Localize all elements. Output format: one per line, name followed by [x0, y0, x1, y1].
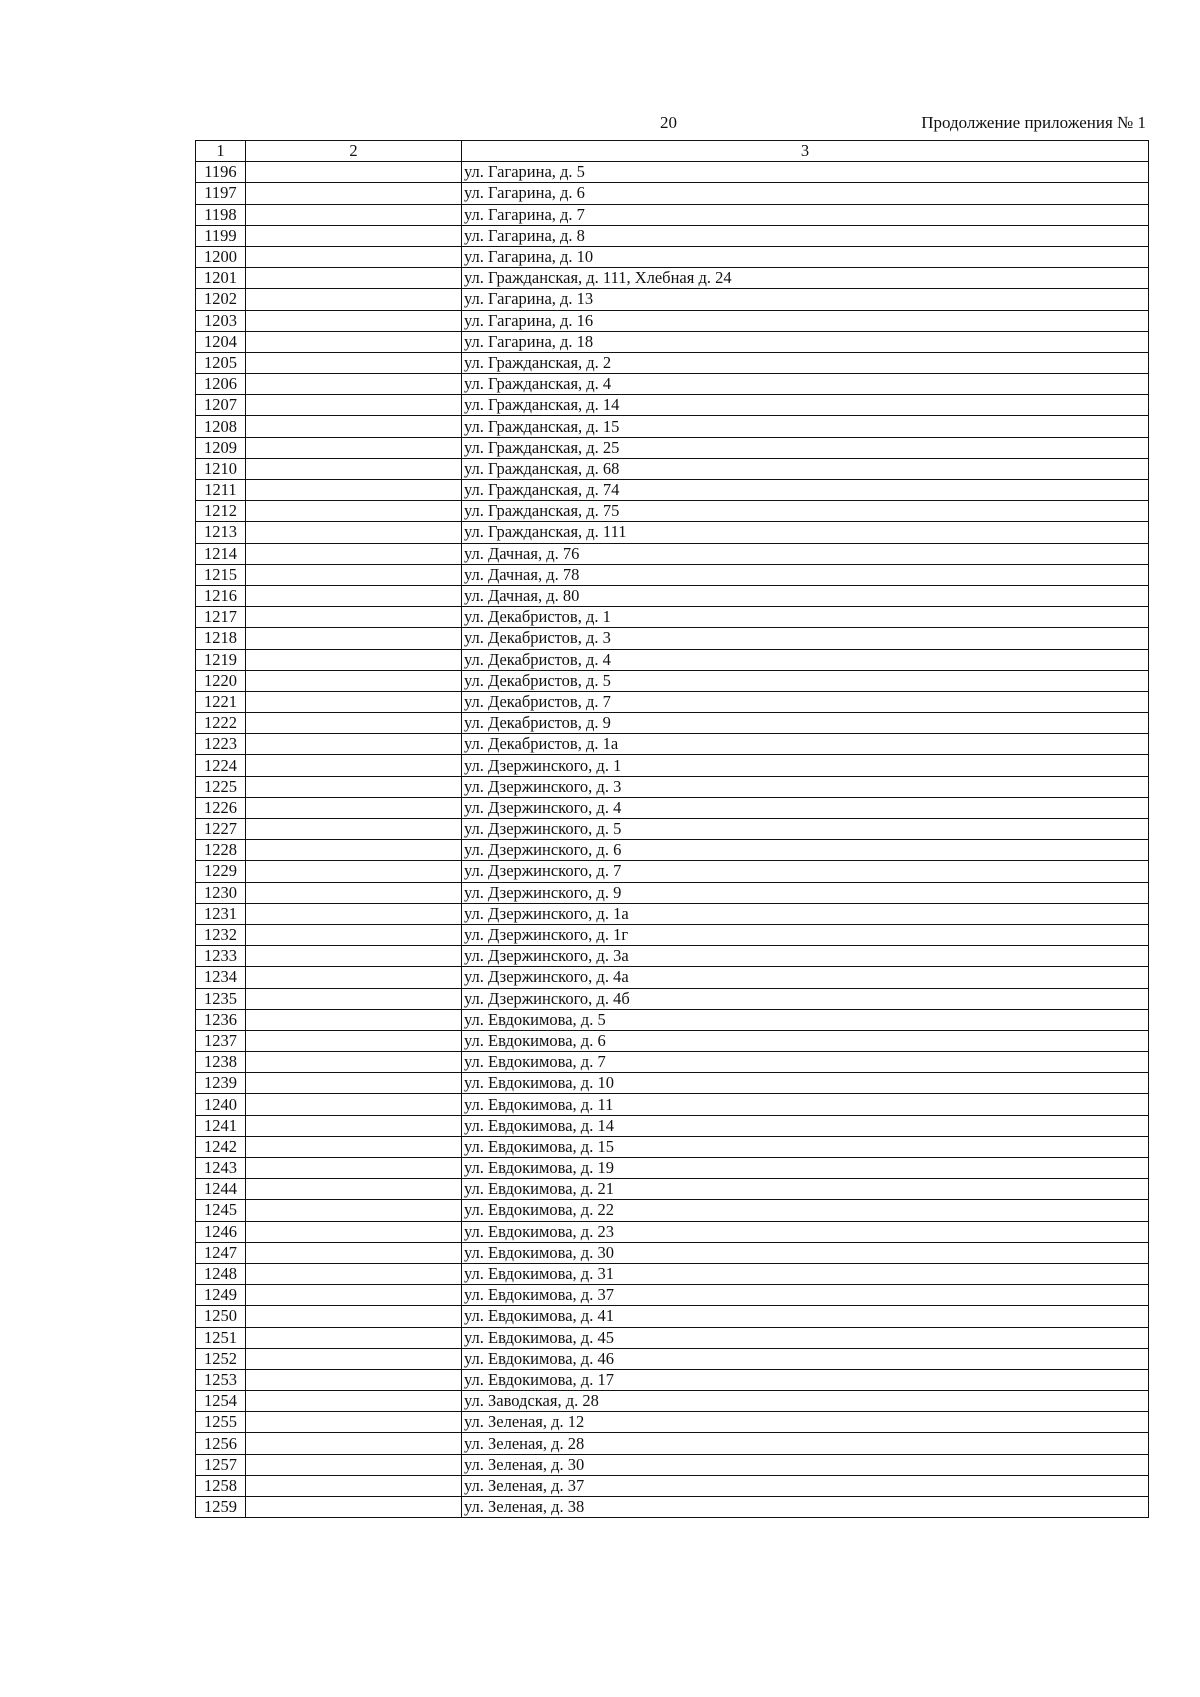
- row-number-cell: 1237: [196, 1030, 246, 1051]
- table-row: [196, 331, 1149, 352]
- table-row: [196, 162, 1149, 183]
- address-cell: ул. Евдокимова, д. 22: [462, 1200, 1149, 1221]
- column-2-cell: [246, 1327, 462, 1348]
- column-2-cell: [246, 1433, 462, 1454]
- table-row: [196, 1030, 1149, 1051]
- column-2-cell: [246, 1052, 462, 1073]
- table-row: [196, 480, 1149, 501]
- table-row: [196, 585, 1149, 606]
- table-row: [196, 861, 1149, 882]
- table-row: [196, 225, 1149, 246]
- column-2-cell: [246, 1073, 462, 1094]
- column-2-cell: [246, 1221, 462, 1242]
- address-cell: ул. Дзержинского, д. 7: [462, 861, 1149, 882]
- address-cell: ул. Зеленая, д. 12: [462, 1412, 1149, 1433]
- address-cell: ул. Евдокимова, д. 37: [462, 1285, 1149, 1306]
- table-row: [196, 268, 1149, 289]
- row-number-cell: 1211: [196, 480, 246, 501]
- address-cell: ул. Дзержинского, д. 4: [462, 797, 1149, 818]
- row-number-cell: 1259: [196, 1497, 246, 1518]
- table-row: [196, 310, 1149, 331]
- column-2-cell: [246, 1179, 462, 1200]
- column-2-cell: [246, 1200, 462, 1221]
- address-cell: ул. Евдокимова, д. 10: [462, 1073, 1149, 1094]
- column-2-cell: [246, 734, 462, 755]
- address-cell: ул. Евдокимова, д. 31: [462, 1263, 1149, 1284]
- column-2-cell: [246, 225, 462, 246]
- table-row: [196, 1242, 1149, 1263]
- address-cell: ул. Зеленая, д. 28: [462, 1433, 1149, 1454]
- address-cell: ул. Декабристов, д. 9: [462, 713, 1149, 734]
- table-row: [196, 1454, 1149, 1475]
- address-cell: ул. Дзержинского, д. 9: [462, 882, 1149, 903]
- table-row: [196, 1433, 1149, 1454]
- table-row: [196, 183, 1149, 204]
- address-cell: ул. Евдокимова, д. 15: [462, 1136, 1149, 1157]
- table-header-row: [196, 141, 1149, 162]
- row-number-cell: 1256: [196, 1433, 246, 1454]
- table-row: [196, 903, 1149, 924]
- column-header-2: 2: [246, 141, 462, 162]
- row-number-cell: 1221: [196, 691, 246, 712]
- column-2-cell: [246, 861, 462, 882]
- column-2-cell: [246, 882, 462, 903]
- table-row: [196, 946, 1149, 967]
- table-row: [196, 819, 1149, 840]
- address-cell: ул. Декабристов, д. 1а: [462, 734, 1149, 755]
- row-number-cell: 1244: [196, 1179, 246, 1200]
- column-2-cell: [246, 289, 462, 310]
- address-cell: ул. Евдокимова, д. 41: [462, 1306, 1149, 1327]
- address-cell: ул. Евдокимова, д. 19: [462, 1158, 1149, 1179]
- column-2-cell: [246, 967, 462, 988]
- row-number-cell: 1208: [196, 416, 246, 437]
- table-row: [196, 352, 1149, 373]
- column-2-cell: [246, 585, 462, 606]
- row-number-cell: 1223: [196, 734, 246, 755]
- address-cell: ул. Декабристов, д. 3: [462, 628, 1149, 649]
- table-row: [196, 776, 1149, 797]
- row-number-cell: 1243: [196, 1158, 246, 1179]
- row-number-cell: 1205: [196, 352, 246, 373]
- address-cell: ул. Гагарина, д. 6: [462, 183, 1149, 204]
- column-2-cell: [246, 374, 462, 395]
- column-2-cell: [246, 691, 462, 712]
- column-header-1: 1: [196, 141, 246, 162]
- address-cell: ул. Дачная, д. 76: [462, 543, 1149, 564]
- table-row: [196, 1094, 1149, 1115]
- address-cell: ул. Гагарина, д. 18: [462, 331, 1149, 352]
- row-number-cell: 1206: [196, 374, 246, 395]
- table-row: [196, 543, 1149, 564]
- column-2-cell: [246, 713, 462, 734]
- row-number-cell: 1258: [196, 1475, 246, 1496]
- column-2-cell: [246, 564, 462, 585]
- column-2-cell: [246, 1475, 462, 1496]
- row-number-cell: 1231: [196, 903, 246, 924]
- table-row: [196, 713, 1149, 734]
- column-2-cell: [246, 1263, 462, 1284]
- address-cell: ул. Евдокимова, д. 7: [462, 1052, 1149, 1073]
- column-2-cell: [246, 246, 462, 267]
- address-cell: ул. Гагарина, д. 7: [462, 204, 1149, 225]
- table-row: [196, 204, 1149, 225]
- column-2-cell: [246, 1094, 462, 1115]
- table-row: [196, 1073, 1149, 1094]
- row-number-cell: 1229: [196, 861, 246, 882]
- row-number-cell: 1218: [196, 628, 246, 649]
- row-number-cell: 1254: [196, 1391, 246, 1412]
- address-cell: ул. Гагарина, д. 13: [462, 289, 1149, 310]
- table-row: [196, 1369, 1149, 1390]
- table-row: [196, 797, 1149, 818]
- table-row: [196, 289, 1149, 310]
- column-2-cell: [246, 268, 462, 289]
- table-row: [196, 1412, 1149, 1433]
- column-2-cell: [246, 1136, 462, 1157]
- table-row: [196, 691, 1149, 712]
- column-2-cell: [246, 1242, 462, 1263]
- page-number: 20: [660, 113, 677, 132]
- table-body: [196, 162, 1149, 1518]
- table-row: [196, 458, 1149, 479]
- address-cell: ул. Дзержинского, д. 1: [462, 755, 1149, 776]
- column-2-cell: [246, 331, 462, 352]
- address-cell: ул. Дзержинского, д. 4а: [462, 967, 1149, 988]
- table-row: [196, 988, 1149, 1009]
- row-number-cell: 1224: [196, 755, 246, 776]
- address-cell: ул. Зеленая, д. 30: [462, 1454, 1149, 1475]
- address-cell: ул. Зеленая, д. 38: [462, 1497, 1149, 1518]
- column-2-cell: [246, 649, 462, 670]
- address-cell: ул. Гражданская, д. 74: [462, 480, 1149, 501]
- row-number-cell: 1246: [196, 1221, 246, 1242]
- address-cell: ул. Дзержинского, д. 4б: [462, 988, 1149, 1009]
- address-cell: ул. Гражданская, д. 4: [462, 374, 1149, 395]
- row-number-cell: 1249: [196, 1285, 246, 1306]
- column-2-cell: [246, 1412, 462, 1433]
- row-number-cell: 1241: [196, 1115, 246, 1136]
- column-2-cell: [246, 776, 462, 797]
- column-2-cell: [246, 1030, 462, 1051]
- address-cell: ул. Евдокимова, д. 5: [462, 1009, 1149, 1030]
- column-2-cell: [246, 1158, 462, 1179]
- column-2-cell: [246, 797, 462, 818]
- address-cell: ул. Зеленая, д. 37: [462, 1475, 1149, 1496]
- address-cell: ул. Евдокимова, д. 17: [462, 1369, 1149, 1390]
- row-number-cell: 1197: [196, 183, 246, 204]
- table-row: [196, 1052, 1149, 1073]
- row-number-cell: 1209: [196, 437, 246, 458]
- row-number-cell: 1214: [196, 543, 246, 564]
- column-2-cell: [246, 1348, 462, 1369]
- address-cell: ул. Гагарина, д. 5: [462, 162, 1149, 183]
- address-cell: ул. Дачная, д. 78: [462, 564, 1149, 585]
- column-2-cell: [246, 819, 462, 840]
- row-number-cell: 1251: [196, 1327, 246, 1348]
- row-number-cell: 1238: [196, 1052, 246, 1073]
- row-number-cell: 1257: [196, 1454, 246, 1475]
- column-2-cell: [246, 1454, 462, 1475]
- table-row: [196, 522, 1149, 543]
- table-row: [196, 501, 1149, 522]
- row-number-cell: 1212: [196, 501, 246, 522]
- table-row: [196, 1200, 1149, 1221]
- column-2-cell: [246, 162, 462, 183]
- address-cell: ул. Гражданская, д. 75: [462, 501, 1149, 522]
- column-2-cell: [246, 1285, 462, 1306]
- address-cell: ул. Евдокимова, д. 21: [462, 1179, 1149, 1200]
- column-2-cell: [246, 204, 462, 225]
- table-row: [196, 246, 1149, 267]
- table-row: [196, 416, 1149, 437]
- table-row: [196, 924, 1149, 945]
- table-row: [196, 967, 1149, 988]
- address-cell: ул. Евдокимова, д. 45: [462, 1327, 1149, 1348]
- table-row: [196, 734, 1149, 755]
- table-row: [196, 564, 1149, 585]
- row-number-cell: 1213: [196, 522, 246, 543]
- row-number-cell: 1232: [196, 924, 246, 945]
- column-2-cell: [246, 543, 462, 564]
- row-number-cell: 1225: [196, 776, 246, 797]
- column-2-cell: [246, 310, 462, 331]
- address-cell: ул. Декабристов, д. 7: [462, 691, 1149, 712]
- row-number-cell: 1198: [196, 204, 246, 225]
- table-row: [196, 628, 1149, 649]
- appendix-continuation-note: Продолжение приложения № 1: [921, 113, 1146, 132]
- column-2-cell: [246, 903, 462, 924]
- row-number-cell: 1245: [196, 1200, 246, 1221]
- table-row: [196, 1327, 1149, 1348]
- column-2-cell: [246, 1369, 462, 1390]
- table-row: [196, 395, 1149, 416]
- table-row: [196, 1348, 1149, 1369]
- address-cell: ул. Гражданская, д. 15: [462, 416, 1149, 437]
- column-2-cell: [246, 988, 462, 1009]
- row-number-cell: 1219: [196, 649, 246, 670]
- row-number-cell: 1234: [196, 967, 246, 988]
- column-2-cell: [246, 840, 462, 861]
- address-cell: ул. Дачная, д. 80: [462, 585, 1149, 606]
- row-number-cell: 1216: [196, 585, 246, 606]
- address-cell: ул. Дзержинского, д. 1а: [462, 903, 1149, 924]
- table-row: [196, 1475, 1149, 1496]
- column-2-cell: [246, 1497, 462, 1518]
- address-cell: ул. Гражданская, д. 111, Хлебная д. 24: [462, 268, 1149, 289]
- table-row: [196, 1158, 1149, 1179]
- address-cell: ул. Гражданская, д. 68: [462, 458, 1149, 479]
- address-cell: ул. Гражданская, д. 111: [462, 522, 1149, 543]
- address-cell: ул. Гражданская, д. 2: [462, 352, 1149, 373]
- column-2-cell: [246, 522, 462, 543]
- table-row: [196, 882, 1149, 903]
- address-cell: ул. Дзержинского, д. 5: [462, 819, 1149, 840]
- table-row: [196, 649, 1149, 670]
- row-number-cell: 1236: [196, 1009, 246, 1030]
- address-cell: ул. Евдокимова, д. 6: [462, 1030, 1149, 1051]
- row-number-cell: 1235: [196, 988, 246, 1009]
- row-number-cell: 1253: [196, 1369, 246, 1390]
- column-2-cell: [246, 458, 462, 479]
- column-2-cell: [246, 924, 462, 945]
- row-number-cell: 1239: [196, 1073, 246, 1094]
- row-number-cell: 1199: [196, 225, 246, 246]
- address-cell: ул. Евдокимова, д. 14: [462, 1115, 1149, 1136]
- address-cell: ул. Декабристов, д. 4: [462, 649, 1149, 670]
- row-number-cell: 1242: [196, 1136, 246, 1157]
- column-2-cell: [246, 1115, 462, 1136]
- column-2-cell: [246, 501, 462, 522]
- row-number-cell: 1215: [196, 564, 246, 585]
- column-2-cell: [246, 628, 462, 649]
- row-number-cell: 1228: [196, 840, 246, 861]
- column-header-3: 3: [462, 141, 1149, 162]
- table-row: [196, 1221, 1149, 1242]
- row-number-cell: 1203: [196, 310, 246, 331]
- row-number-cell: 1207: [196, 395, 246, 416]
- table-row: [196, 1136, 1149, 1157]
- table-row: [196, 1306, 1149, 1327]
- column-2-cell: [246, 416, 462, 437]
- table-row: [196, 1179, 1149, 1200]
- column-2-cell: [246, 670, 462, 691]
- table-row: [196, 1009, 1149, 1030]
- row-number-cell: 1230: [196, 882, 246, 903]
- table-row: [196, 374, 1149, 395]
- row-number-cell: 1200: [196, 246, 246, 267]
- row-number-cell: 1250: [196, 1306, 246, 1327]
- row-number-cell: 1233: [196, 946, 246, 967]
- row-number-cell: 1222: [196, 713, 246, 734]
- address-cell: ул. Дзержинского, д. 1г: [462, 924, 1149, 945]
- address-cell: ул. Евдокимова, д. 46: [462, 1348, 1149, 1369]
- row-number-cell: 1210: [196, 458, 246, 479]
- address-cell: ул. Гражданская, д. 25: [462, 437, 1149, 458]
- row-number-cell: 1247: [196, 1242, 246, 1263]
- column-2-cell: [246, 480, 462, 501]
- table-row: [196, 1391, 1149, 1412]
- table-row: [196, 1263, 1149, 1284]
- column-2-cell: [246, 1306, 462, 1327]
- row-number-cell: 1202: [196, 289, 246, 310]
- column-2-cell: [246, 183, 462, 204]
- table-row: [196, 755, 1149, 776]
- column-2-cell: [246, 755, 462, 776]
- address-cell: ул. Декабристов, д. 5: [462, 670, 1149, 691]
- table-row: [196, 437, 1149, 458]
- table-row: [196, 840, 1149, 861]
- row-number-cell: 1220: [196, 670, 246, 691]
- address-table: [195, 140, 1149, 1518]
- table-row: [196, 1497, 1149, 1518]
- address-cell: ул. Дзержинского, д. 3: [462, 776, 1149, 797]
- table-row: [196, 670, 1149, 691]
- address-cell: ул. Дзержинского, д. 6: [462, 840, 1149, 861]
- row-number-cell: 1252: [196, 1348, 246, 1369]
- row-number-cell: 1217: [196, 607, 246, 628]
- row-number-cell: 1227: [196, 819, 246, 840]
- table-row: [196, 607, 1149, 628]
- column-2-cell: [246, 1391, 462, 1412]
- column-2-cell: [246, 946, 462, 967]
- row-number-cell: 1201: [196, 268, 246, 289]
- row-number-cell: 1226: [196, 797, 246, 818]
- column-2-cell: [246, 395, 462, 416]
- row-number-cell: 1196: [196, 162, 246, 183]
- address-cell: ул. Декабристов, д. 1: [462, 607, 1149, 628]
- address-cell: ул. Заводская, д. 28: [462, 1391, 1149, 1412]
- row-number-cell: 1204: [196, 331, 246, 352]
- address-cell: ул. Евдокимова, д. 11: [462, 1094, 1149, 1115]
- column-2-cell: [246, 607, 462, 628]
- table-row: [196, 1115, 1149, 1136]
- address-cell: ул. Гагарина, д. 16: [462, 310, 1149, 331]
- address-cell: ул. Евдокимова, д. 30: [462, 1242, 1149, 1263]
- address-cell: ул. Евдокимова, д. 23: [462, 1221, 1149, 1242]
- row-number-cell: 1255: [196, 1412, 246, 1433]
- row-number-cell: 1240: [196, 1094, 246, 1115]
- address-cell: ул. Гражданская, д. 14: [462, 395, 1149, 416]
- row-number-cell: 1248: [196, 1263, 246, 1284]
- address-cell: ул. Гагарина, д. 8: [462, 225, 1149, 246]
- column-2-cell: [246, 1009, 462, 1030]
- address-cell: ул. Дзержинского, д. 3а: [462, 946, 1149, 967]
- column-2-cell: [246, 437, 462, 458]
- address-cell: ул. Гагарина, д. 10: [462, 246, 1149, 267]
- table-row: [196, 1285, 1149, 1306]
- column-2-cell: [246, 352, 462, 373]
